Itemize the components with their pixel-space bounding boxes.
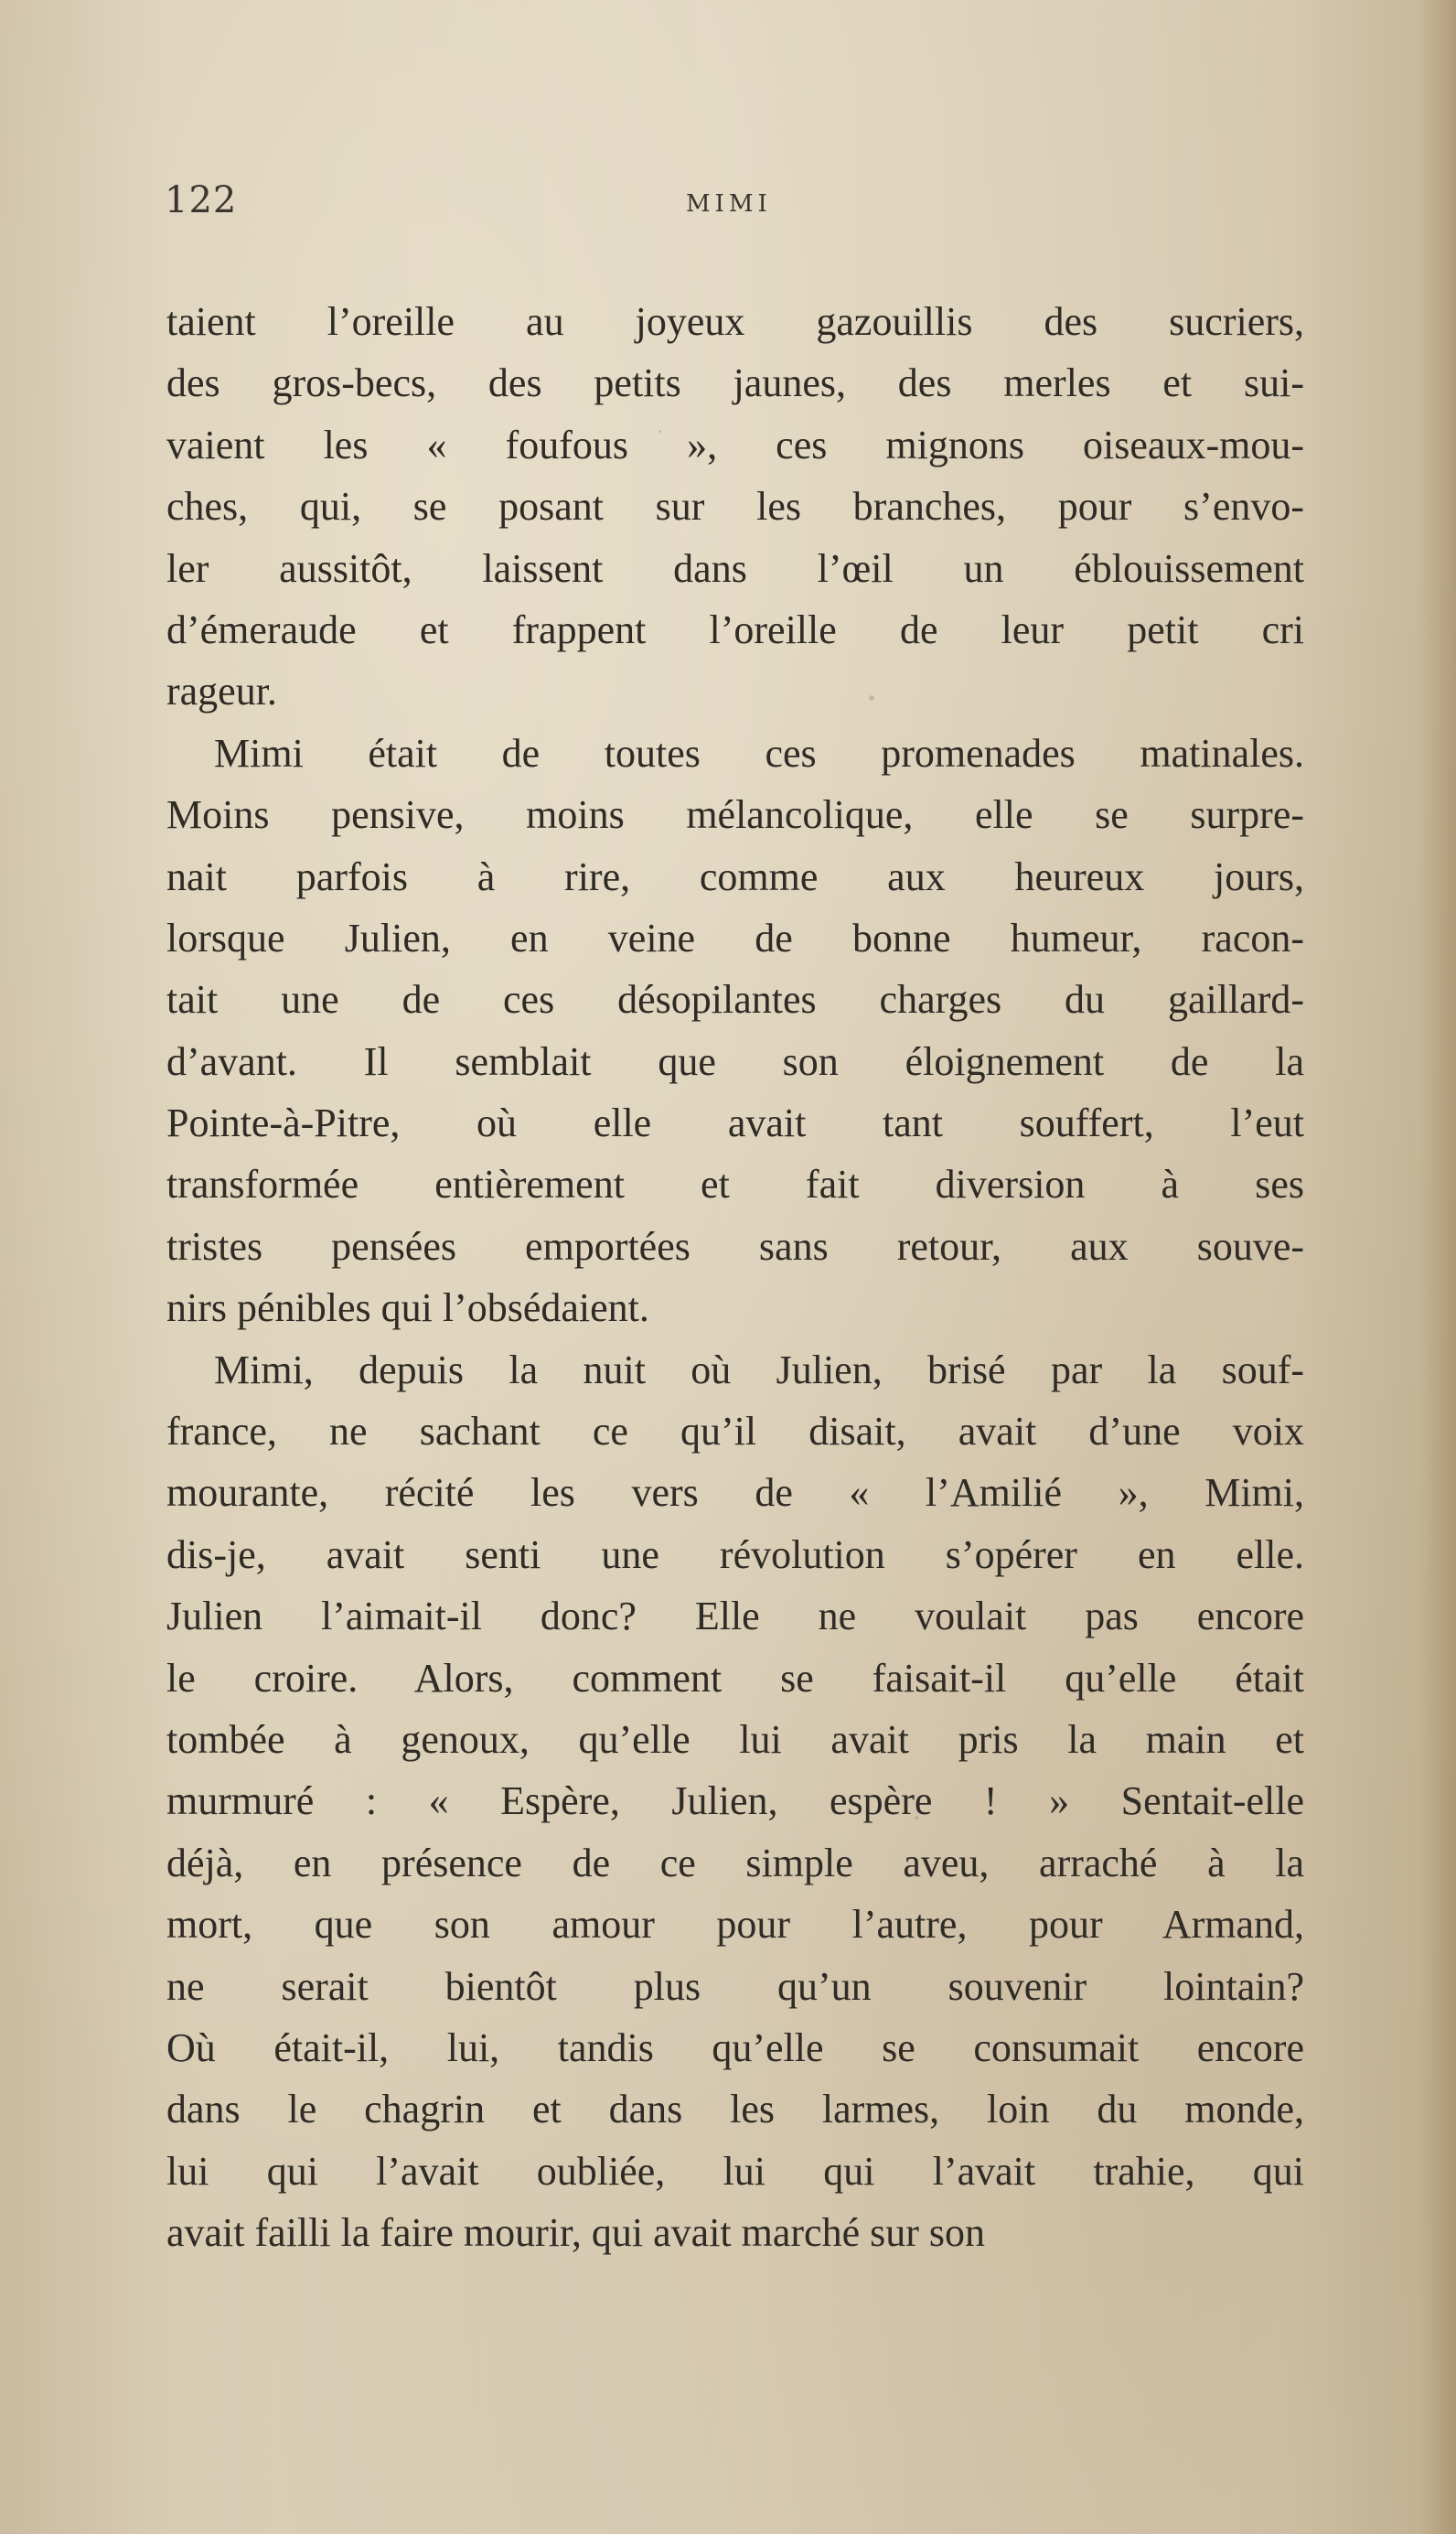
text-line: tait une de ces désopilantes charges du gaillard-: [166, 977, 1304, 1023]
text-line: Moins pensive, moins mélancolique, elle se surpre-: [166, 792, 1304, 838]
text-line: nirs pénibles qui l’obsédaient.: [166, 1285, 649, 1331]
text-line: d’émeraude et frappent l’oreille de leur petit cri: [166, 607, 1304, 652]
text-line: des gros-becs, des petits jaunes, des merles et sui-: [166, 360, 1304, 406]
text-line: tristes pensées emportées sans retour, aux souve-: [166, 1223, 1304, 1269]
running-title: MIMI: [686, 190, 772, 218]
text-line: mourante, récité les vers de « l’Amilié », Mimi,: [166, 1470, 1304, 1516]
text-line: vaient les « foufous », ces mignons oiseaux-mou-: [166, 422, 1304, 467]
text-line: france, ne sachant ce qu’il disait, avait d’une voix: [166, 1409, 1304, 1455]
body-text: [166, 291, 1304, 2264]
text-line: nait parfois à rire, comme aux heureux jours,: [166, 854, 1304, 899]
page-edge-shading: [1419, 0, 1456, 2534]
paragraph: [166, 291, 1304, 723]
text-line: mort, que son amour pour l’autre, pour Armand,: [166, 1902, 1304, 1948]
text-line: ler aussitôt, laissent dans l’œil un éblouissement: [166, 545, 1304, 591]
text-line: rageur.: [166, 669, 277, 714]
text-line: Julien l’aimait-il donc? Elle ne voulait pas encore: [166, 1594, 1304, 1639]
text-line: d’avant. Il semblait que son éloignement de la: [166, 1038, 1304, 1084]
page-header: [165, 179, 1299, 234]
text-line: tombée à genoux, qu’elle lui avait pris la main et: [166, 1716, 1304, 1762]
text-line: Où était-il, lui, tandis qu’elle se consumait encore: [166, 2024, 1304, 2070]
text-line: Mimi était de toutes ces promenades matinales.: [214, 730, 1304, 776]
text-line: dis-je, avait senti une révolution s’opérer en elle.: [166, 1531, 1304, 1577]
text-line: transformée entièrement et fait diversion à ses: [166, 1162, 1304, 1208]
text-line: Mimi, depuis la nuit où Julien, brisé par la souf-: [214, 1347, 1304, 1392]
text-line: le croire. Alors, comment se faisait-il qu’elle était: [166, 1655, 1304, 1701]
paragraph: [166, 723, 1304, 1339]
text-line: murmuré : « Espère, Julien, espère ! » Sentait-elle: [166, 1778, 1304, 1824]
text-line: Pointe-à-Pitre, où elle avait tant souffert, l’eut: [166, 1101, 1304, 1146]
text-line: ne serait bientôt plus qu’un souvenir lointain?: [166, 1963, 1304, 2009]
paragraph: [166, 1339, 1304, 2264]
text-line: avait failli la faire mourir, qui avait marché sur son: [166, 2210, 986, 2256]
text-line: taient l’oreille au joyeux gazouillis des sucriers,: [166, 299, 1304, 344]
text-line: lorsque Julien, en veine de bonne humeur, racon-: [166, 915, 1304, 961]
text-line: déjà, en présence de ce simple aveu, arraché à la: [166, 1840, 1304, 1885]
page-number: 122: [165, 179, 238, 221]
text-line: lui qui l’avait oubliée, lui qui l’avait trahie, qui: [166, 2148, 1304, 2194]
text-line: dans le chagrin et dans les larmes, loin du monde,: [166, 2087, 1304, 2132]
text-line: ches, qui, se posant sur les branches, pour s’envo-: [166, 484, 1304, 530]
